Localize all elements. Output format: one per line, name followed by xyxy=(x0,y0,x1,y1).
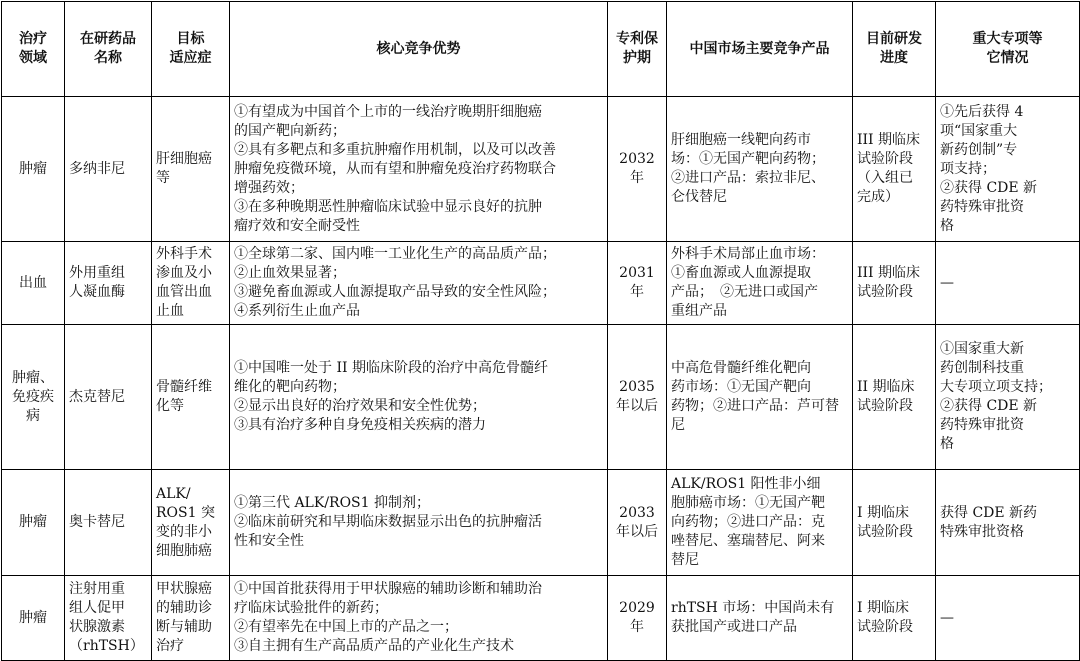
cell-text: 2031 xyxy=(619,265,655,281)
header-text: 它情况 xyxy=(986,50,1029,66)
cell-text: ②止血效果显著； xyxy=(234,265,346,281)
header-text: 目标 xyxy=(176,31,205,47)
cell-text: 药物；②进口产品：芦可替 xyxy=(671,398,839,414)
cell-text: 大专项立项支持； xyxy=(940,379,1052,395)
header-row xyxy=(2,2,1080,97)
cell-text: 项“国家重大 xyxy=(940,122,1018,139)
header-text: 重大专项等 xyxy=(972,31,1043,47)
table-row xyxy=(2,242,1080,325)
cell-field xyxy=(2,242,65,325)
table-row xyxy=(2,470,1080,576)
cell-text: 唑替尼、塞瑞替尼、阿来 xyxy=(671,533,825,549)
header-text: 进度 xyxy=(880,50,908,66)
cell-text: 肝细胞癌 xyxy=(156,151,212,167)
cell-text: 获得 CDE 新药 xyxy=(940,504,1038,521)
cell-text: 免疫疾 xyxy=(12,388,54,405)
cell-text: 2029 xyxy=(619,600,655,616)
cell-text: 2032 xyxy=(619,151,655,167)
cell-advantage xyxy=(230,97,608,242)
cell-patent xyxy=(608,97,667,242)
cell-text: 年 xyxy=(630,284,644,300)
header-text: 名称 xyxy=(94,50,122,66)
cell-drug xyxy=(65,325,152,470)
table-row xyxy=(2,576,1080,661)
cell-text: 年以后 xyxy=(616,523,658,540)
cell-text: 外科手术局部止血市场： xyxy=(671,246,825,262)
cell-text: 完成） xyxy=(857,189,899,205)
cell-text: 外科手术 xyxy=(156,246,212,262)
header-text: 目前研发 xyxy=(866,31,922,47)
cell-text: 人凝血酶 xyxy=(69,284,125,300)
cell-competitors xyxy=(667,242,853,325)
cell-text: 瘤疗效和安全耐受性 xyxy=(234,217,360,234)
cell-text: 渗血及小 xyxy=(156,265,212,281)
cell-text: 肿瘤、 xyxy=(12,369,54,386)
header-progress xyxy=(853,2,936,97)
cell-indication xyxy=(152,576,230,661)
cell-text: 细胞肺癌 xyxy=(156,542,212,559)
cell-special xyxy=(936,325,1080,470)
cell-text: 断与辅助 xyxy=(156,619,212,635)
cell-text: ③避免畜血源或人血源提取产品导致的安全性风险； xyxy=(234,284,556,300)
cell-advantage xyxy=(230,470,608,576)
cell-indication xyxy=(152,242,230,325)
cell-text: 的辅助诊 xyxy=(156,600,212,616)
cell-advantage xyxy=(230,242,608,325)
cell-text: （rhTSH） xyxy=(69,638,144,654)
cell-field xyxy=(2,470,65,576)
cell-text: III 期临床 xyxy=(857,265,921,281)
cell-patent xyxy=(608,576,667,661)
cell-patent xyxy=(608,470,667,576)
cell-text: ①全球第二家、国内唯一工业化生产的高品质产品； xyxy=(234,246,556,262)
cell-text: ALK/ROS1 阳性非小细 xyxy=(671,476,821,492)
cell-progress xyxy=(853,470,936,576)
cell-text: ②获得 CDE 新 xyxy=(940,179,1038,196)
cell-text: 胞肺癌市场：①无国产靶 xyxy=(671,495,825,511)
cell-text: 性和安全性 xyxy=(234,533,304,549)
cell-text: ②显示出良好的治疗效果和安全性优势； xyxy=(234,398,486,414)
cell-text: 出血 xyxy=(19,274,47,291)
cell-text: 状腺激素 xyxy=(69,619,125,635)
cell-text: ②获得 CDE 新 xyxy=(940,398,1038,414)
drug-pipeline-table xyxy=(1,1,1080,661)
header-text: 中国市场主要竞争产品 xyxy=(689,40,830,57)
cell-text: 血管出血 xyxy=(156,284,212,300)
header-text: 专利保 xyxy=(616,31,658,47)
cell-text: 格 xyxy=(940,217,954,234)
cell-special xyxy=(936,242,1080,325)
cell-text: 变的非小 xyxy=(156,523,212,540)
header-text: 领域 xyxy=(19,50,47,66)
cell-text: 试验阶段 xyxy=(857,151,913,167)
table-row xyxy=(2,325,1080,470)
cell-text: 药特殊审批资 xyxy=(940,198,1024,215)
cell-text: 特殊审批资格 xyxy=(940,523,1024,540)
cell-text: 药市场：①无国产靶向 xyxy=(671,379,811,395)
cell-text: 疗临床试验批件的新药； xyxy=(234,600,388,616)
cell-text: ④系列衍生止血产品 xyxy=(234,303,360,319)
cell-text: 试验阶段 xyxy=(857,619,913,635)
cell-text: 年 xyxy=(630,619,644,635)
cell-text: 止血 xyxy=(156,303,184,319)
cell-text: 肝细胞癌一线靶向药市 xyxy=(671,132,811,148)
header-advantage xyxy=(230,2,608,97)
cell-text: 杰克替尼 xyxy=(69,388,125,405)
cell-text: ①畜血源或人血源提取 xyxy=(671,265,811,281)
cell-text: ③在多种晚期恶性肿瘤临床试验中显示良好的抗肿 xyxy=(234,198,542,215)
cell-text: 格 xyxy=(940,436,954,452)
cell-drug xyxy=(65,97,152,242)
cell-competitors xyxy=(667,576,853,661)
cell-progress xyxy=(853,325,936,470)
cell-text: 维化的靶向药物； xyxy=(234,379,346,395)
cell-text: 试验阶段 xyxy=(857,284,913,300)
cell-text: 项支持； xyxy=(940,160,996,177)
cell-text: II 期临床 xyxy=(857,379,915,395)
cell-special xyxy=(936,97,1080,242)
header-field xyxy=(2,2,65,97)
cell-field xyxy=(2,325,65,470)
cell-text: 向药物；②进口产品：克 xyxy=(671,514,825,530)
cell-text: 2033 xyxy=(619,504,655,521)
cell-text: ②有望率先在中国上市的产品之一； xyxy=(234,619,458,635)
cell-progress xyxy=(853,576,936,661)
cell-text: ②临床前研究和早期临床数据显示出色的抗肿瘤活 xyxy=(234,514,542,530)
cell-text: I 期临床 xyxy=(857,504,909,521)
cell-text: ②进口产品：索拉非尼、 xyxy=(671,170,825,186)
cell-text: 的国产靶向新药； xyxy=(234,122,346,139)
cell-text: 组人促甲 xyxy=(69,600,125,616)
cell-competitors xyxy=(667,470,853,576)
cell-indication xyxy=(152,325,230,470)
cell-text: 外用重组 xyxy=(69,265,125,281)
cell-text: 肿瘤 xyxy=(19,514,47,530)
cell-text: 重组产品 xyxy=(671,303,727,319)
header-drug xyxy=(65,2,152,97)
table-row xyxy=(2,97,1080,242)
cell-indication xyxy=(152,97,230,242)
cell-special xyxy=(936,470,1080,576)
cell-field xyxy=(2,576,65,661)
cell-text: 骨髓纤维 xyxy=(156,379,212,395)
cell-text: — xyxy=(940,274,954,291)
cell-text: ③自主拥有生产高品质产品的产业化生产技术 xyxy=(234,638,514,654)
cell-text: 尼 xyxy=(671,417,685,433)
cell-text: 甲状腺癌 xyxy=(156,581,212,597)
cell-text: 化等 xyxy=(156,398,184,414)
cell-text: 多纳非尼 xyxy=(69,160,125,177)
cell-text: 年 xyxy=(630,170,644,186)
cell-drug xyxy=(65,242,152,325)
cell-text: 获批国产或进口产品 xyxy=(671,619,797,635)
cell-text: ①中国首批获得用于甲状腺癌的辅助诊断和辅助治 xyxy=(234,581,542,597)
cell-text: 替尼 xyxy=(671,552,699,568)
cell-text: ①中国唯一处于 II 期临床阶段的治疗中高危骨髓纤 xyxy=(234,360,548,376)
cell-drug xyxy=(65,470,152,576)
header-special xyxy=(936,2,1080,97)
cell-text: 试验阶段 xyxy=(857,398,913,414)
cell-text: 治疗 xyxy=(156,638,184,654)
cell-text: 新药创制”专 xyxy=(940,141,1018,158)
header-text: 护期 xyxy=(623,50,651,66)
cell-text: 药特殊审批资 xyxy=(940,417,1024,433)
cell-text: 药创制科技重 xyxy=(940,360,1024,376)
cell-special xyxy=(936,576,1080,661)
cell-text: 增强药效； xyxy=(234,179,304,196)
cell-text: rhTSH 市场：中国尚未有 xyxy=(671,600,835,616)
header-patent xyxy=(608,2,667,97)
cell-text: （入组已 xyxy=(857,170,913,186)
table-body xyxy=(2,97,1080,661)
cell-advantage xyxy=(230,576,608,661)
cell-text: 2035 xyxy=(619,379,655,395)
cell-text: ②具有多靶点和多重抗肿瘤作用机制，以及可以改善 xyxy=(234,141,556,158)
header-text: 治疗 xyxy=(19,31,47,47)
header-text: 在研药品 xyxy=(80,31,136,47)
cell-text: 病 xyxy=(26,407,40,424)
cell-text: ①先后获得 4 xyxy=(940,103,1024,120)
cell-indication xyxy=(152,470,230,576)
header-text: 核心竞争优势 xyxy=(376,40,461,57)
cell-text: ALK/ xyxy=(156,485,191,502)
cell-text: 肿瘤 xyxy=(19,160,47,177)
header-competitors xyxy=(667,2,853,97)
cell-patent xyxy=(608,242,667,325)
cell-text: ③具有治疗多种自身免疫相关疾病的潜力 xyxy=(234,417,486,433)
cell-text: 中高危骨髓纤维化靶向 xyxy=(671,360,811,376)
cell-patent xyxy=(608,325,667,470)
cell-text: 奥卡替尼 xyxy=(69,514,125,530)
cell-text: 仑伐替尼 xyxy=(671,189,727,205)
cell-text: 试验阶段 xyxy=(857,523,913,540)
cell-advantage xyxy=(230,325,608,470)
cell-text: I 期临床 xyxy=(857,600,909,616)
cell-text: 注射用重 xyxy=(69,581,125,597)
cell-competitors xyxy=(667,325,853,470)
cell-text: 肿瘤 xyxy=(19,609,47,626)
header-indication xyxy=(152,2,230,97)
cell-field xyxy=(2,97,65,242)
cell-text: ROS1 突 xyxy=(156,504,215,521)
cell-drug xyxy=(65,576,152,661)
cell-text: 肿瘤免疫微环境，从而有望和肿瘤免疫治疗药物联合 xyxy=(234,160,556,177)
cell-progress xyxy=(853,242,936,325)
cell-text: ①国家重大新 xyxy=(940,341,1024,357)
cell-text: 等 xyxy=(156,170,170,186)
cell-text: — xyxy=(940,609,954,626)
cell-text: III 期临床 xyxy=(857,132,921,148)
cell-competitors xyxy=(667,97,853,242)
cell-text: ①有望成为中国首个上市的一线治疗晚期肝细胞癌 xyxy=(234,103,542,120)
cell-text: 年以后 xyxy=(616,398,658,414)
cell-text: ①第三代 ALK/ROS1 抑制剂； xyxy=(234,495,430,511)
header-text: 适应症 xyxy=(169,50,212,66)
cell-progress xyxy=(853,97,936,242)
cell-text: 产品； ②无进口或国产 xyxy=(671,284,818,300)
cell-text: 场：①无国产靶向药物； xyxy=(671,151,825,167)
